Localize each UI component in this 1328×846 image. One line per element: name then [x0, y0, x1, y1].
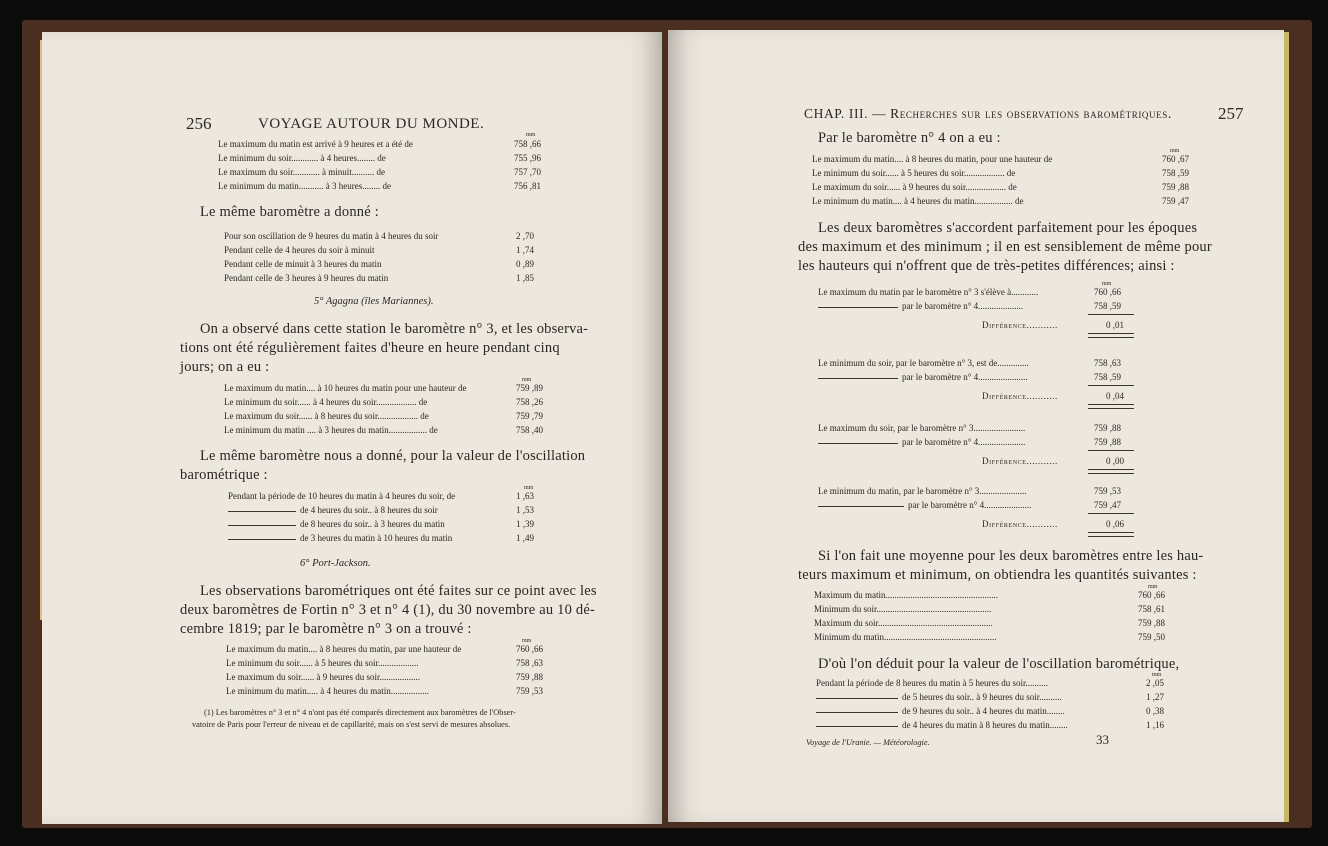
- ditto-rule: [818, 307, 898, 308]
- table-value: 759 ,88: [1094, 437, 1121, 447]
- table-row: de 3 heures du matin à 10 heures du matin: [300, 533, 453, 543]
- table-value: 760 ,66: [516, 644, 543, 654]
- ditto-rule: [816, 726, 898, 727]
- paragraph-line: jours; on a eu :: [180, 359, 270, 375]
- footnote-line: (1) Les baromètres n° 3 et n° 4 n'ont pas été comparés directement aux baromètres de l'Obser-: [204, 708, 516, 717]
- difference-value: 0 ,00: [1106, 456, 1124, 466]
- difference-value: 0 ,01: [1106, 320, 1124, 330]
- unit-label: mm: [526, 132, 536, 138]
- table-value: 760 ,66: [1094, 287, 1121, 297]
- paragraph-line: deux baromètres de Fortin n° 3 et n° 4 (1), du 30 novembre au 10 dé-: [180, 602, 595, 618]
- table-row: Le minimum du soir...... à 5 heures du soir..................: [226, 658, 419, 668]
- section-heading: 5° Agagna (îles Mariannes).: [314, 296, 434, 307]
- paragraph-line: On a observé dans cette station le baromètre n° 3, et les observa-: [200, 321, 589, 337]
- paragraph: D'où l'on déduit pour la valeur de l'oscillation barométrique,: [818, 656, 1180, 672]
- table-row: Le maximum du matin.... à 10 heures du matin pour une hauteur de: [224, 383, 467, 393]
- table-row: Le maximum du matin.... à 8 heures du matin, par une hauteur de: [226, 644, 462, 654]
- ditto-rule: [228, 525, 296, 526]
- table-value: 759 ,47: [1094, 500, 1121, 510]
- ditto-rule: [816, 712, 898, 713]
- table-value: 759 ,88: [1138, 618, 1165, 628]
- table-value: 758 ,66: [514, 139, 541, 149]
- table-row: de 9 heures du soir.. à 4 heures du matin........: [902, 706, 1065, 716]
- table-value: 1 ,63: [516, 491, 534, 501]
- table-value: 759 ,53: [1094, 486, 1121, 496]
- paragraph-line: cembre 1819; par le baromètre n° 3 on a trouvé :: [180, 621, 472, 637]
- table-value: 2 ,05: [1146, 678, 1164, 688]
- paragraph-line: Les deux baromètres s'accordent parfaitement pour les époques: [818, 220, 1198, 236]
- paragraph-line: teurs maximum et minimum, on obtiendra les quantités suivantes :: [798, 567, 1197, 583]
- ditto-rule: [816, 698, 898, 699]
- table-value: 1 ,53: [516, 505, 534, 515]
- table-row: Le maximum du matin est arrivé à 9 heures et a été de: [218, 139, 413, 149]
- table-row: Le maximum du soir...... à 9 heures du soir..................: [226, 672, 420, 682]
- total-rule: [1088, 404, 1134, 409]
- total-rule: [1088, 469, 1134, 474]
- unit-label: mm: [522, 377, 532, 383]
- ditto-rule: [818, 443, 898, 444]
- table-row: Le minimum du matin.... à 4 heures du matin................. de: [812, 196, 1024, 206]
- paragraph-line: Le même baromètre nous a donné, pour la valeur de l'oscillation: [200, 448, 586, 464]
- table-row: Le maximum du soir...... à 9 heures du soir.................. de: [812, 182, 1017, 192]
- ditto-rule: [228, 539, 296, 540]
- table-value: 759 ,89: [516, 383, 543, 393]
- paragraph-line: tions ont été régulièrement faites d'heure en heure pendant cinq: [180, 340, 560, 356]
- table-value: 760 ,66: [1138, 590, 1165, 600]
- table-row: Minimum du soir...................................................: [814, 604, 992, 614]
- table-value: 758 ,59: [1162, 168, 1189, 178]
- running-header: CHAP. III. — Recherches sur les observations barométriques.: [804, 106, 1172, 121]
- paragraph-line: barométrique :: [180, 467, 268, 483]
- paragraph-line: Les observations barométriques ont été faites sur ce point avec les: [200, 583, 597, 599]
- difference-label: Différence...........: [982, 320, 1058, 330]
- paragraph: Le même baromètre a donné :: [200, 204, 379, 220]
- table-row: Le minimum du matin, par le baromètre n° 3.....................: [818, 486, 1027, 496]
- table-value: 1 ,85: [516, 273, 534, 283]
- table-value: 760 ,67: [1162, 154, 1189, 164]
- table-row: Minimum du matin..................................................: [814, 632, 997, 642]
- difference-value: 0 ,06: [1106, 519, 1124, 529]
- table-row: Maximum du matin..................................................: [814, 590, 998, 600]
- table-row: de 4 heures du soir.. à 8 heures du soir: [300, 505, 438, 515]
- table-value: 0 ,38: [1146, 706, 1164, 716]
- table-value: 758 ,59: [1094, 301, 1121, 311]
- table-row: Pendant celle de 3 heures à 9 heures du matin: [224, 273, 389, 283]
- unit-label: mm: [1148, 584, 1158, 590]
- table-value: 758 ,59: [1094, 372, 1121, 382]
- table-row: de 8 heures du soir.. à 3 heures du matin: [300, 519, 445, 529]
- table-value: 2 ,70: [516, 231, 534, 241]
- table-row: Maximum du soir...................................................: [814, 618, 993, 628]
- table-row: Le maximum du soir...... à 8 heures du soir.................. de: [224, 411, 429, 421]
- unit-label: mm: [1102, 281, 1112, 287]
- paragraph-line: Si l'on fait une moyenne pour les deux baromètres entre les hau-: [818, 548, 1204, 564]
- difference-label: Différence...........: [982, 456, 1058, 466]
- table-row: Le minimum du soir, par le baromètre n° 3, est de..............: [818, 358, 1029, 368]
- table-row: Pendant celle de minuit à 3 heures du matin: [224, 259, 382, 269]
- table-row: Le maximum du soir, par le baromètre n° 3.......................: [818, 423, 1026, 433]
- right-page-edge: [1284, 32, 1289, 822]
- table-row: Pendant la période de 8 heures du matin à 5 heures du soir..........: [816, 678, 1048, 688]
- total-rule: [1088, 333, 1134, 338]
- paragraph-line: des maximum et des minimum ; il en est sensiblement de même pour: [798, 239, 1212, 255]
- table-value: 759 ,88: [516, 672, 543, 682]
- sum-rule: [1088, 314, 1134, 315]
- table-value: 1 ,16: [1146, 720, 1164, 730]
- table-value: 759 ,53: [516, 686, 543, 696]
- page-number: 256: [186, 114, 212, 133]
- table-value: 0 ,89: [516, 259, 534, 269]
- table-row: Le minimum du matin..... à 4 heures du matin.................: [226, 686, 429, 696]
- table-value: 759 ,47: [1162, 196, 1189, 206]
- difference-label: Différence...........: [982, 519, 1058, 529]
- table-value: 757 ,70: [514, 167, 541, 177]
- footer-note: Voyage de l'Uranie. — Météorologie.: [806, 738, 930, 747]
- ditto-rule: [818, 378, 898, 379]
- table-row: Le minimum du soir............ à 4 heures........ de: [218, 153, 386, 163]
- table-row: Le minimum du matin .... à 3 heures du matin................. de: [224, 425, 438, 435]
- table-row: par le baromètre n° 4......................: [902, 372, 1028, 382]
- unit-label: mm: [522, 638, 532, 644]
- difference-label: Différence...........: [982, 391, 1058, 401]
- table-row: Le minimum du soir...... à 4 heures du soir.................. de: [224, 397, 428, 407]
- table-row: par le baromètre n° 4.....................: [908, 500, 1032, 510]
- unit-label: mm: [1170, 148, 1180, 154]
- table-row: Le maximum du soir............ à minuit.......... de: [218, 167, 385, 177]
- paragraph-line: les hauteurs qui n'offrent que de très-petites différences; ainsi :: [798, 258, 1175, 274]
- ditto-rule: [818, 506, 904, 507]
- table-row: Le minimum du soir...... à 5 heures du soir.................. de: [812, 168, 1016, 178]
- table-value: 1 ,49: [516, 533, 534, 543]
- unit-label: mm: [524, 485, 534, 491]
- table-value: 758 ,63: [516, 658, 543, 668]
- page-number: 257: [1218, 104, 1244, 123]
- table-row: de 5 heures du soir.. à 9 heures du soir..........: [902, 692, 1062, 702]
- sum-rule: [1088, 450, 1134, 451]
- table-row: Le maximum du matin.... à 8 heures du matin, pour une hauteur de: [812, 154, 1053, 164]
- table-row: par le baromètre n° 4.....................: [902, 437, 1026, 447]
- table-value: 758 ,61: [1138, 604, 1165, 614]
- table-value: 758 ,26: [516, 397, 543, 407]
- section-heading: 6° Port-Jackson.: [300, 558, 371, 569]
- table-row: Pendant la période de 10 heures du matin à 4 heures du soir, de: [228, 491, 456, 501]
- left-page: [42, 32, 662, 824]
- table-value: 755 ,96: [514, 153, 541, 163]
- table-value: 1 ,74: [516, 245, 534, 255]
- table-row: par le baromètre n° 4....................: [902, 301, 1024, 311]
- sum-rule: [1088, 513, 1134, 514]
- table-row: Le maximum du matin par le baromètre n° 3 s'élève à............: [818, 287, 1039, 297]
- table-value: 1 ,39: [516, 519, 534, 529]
- table-value: 759 ,50: [1138, 632, 1165, 642]
- table-row: Le minimum du matin........... à 3 heures........ de: [218, 181, 391, 191]
- table-value: 759 ,88: [1094, 423, 1121, 433]
- table-value: 1 ,27: [1146, 692, 1164, 702]
- table-row: Pendant celle de 4 heures du soir à minuit: [224, 245, 375, 255]
- difference-value: 0 ,04: [1106, 391, 1124, 401]
- running-header: VOYAGE AUTOUR DU MONDE.: [258, 116, 485, 132]
- table-row: de 4 heures du matin à 8 heures du matin........: [902, 720, 1068, 730]
- paragraph: Par le baromètre n° 4 on a eu :: [818, 130, 1001, 146]
- table-value: 756 ,81: [514, 181, 541, 191]
- total-rule: [1088, 532, 1134, 537]
- unit-label: mm: [1152, 672, 1162, 678]
- right-page: [668, 30, 1284, 822]
- footnote-line: vatoire de Paris pour l'erreur de niveau et de capillarité, mais on s'est servi de mesures absolues.: [192, 720, 511, 729]
- table-value: 758 ,63: [1094, 358, 1121, 368]
- signature-mark: 33: [1096, 732, 1109, 747]
- table-value: 759 ,79: [516, 411, 543, 421]
- ditto-rule: [228, 511, 296, 512]
- table-row: Pour son oscillation de 9 heures du matin à 4 heures du soir: [224, 231, 439, 241]
- table-value: 759 ,88: [1162, 182, 1189, 192]
- table-value: 758 ,40: [516, 425, 543, 435]
- sum-rule: [1088, 385, 1134, 386]
